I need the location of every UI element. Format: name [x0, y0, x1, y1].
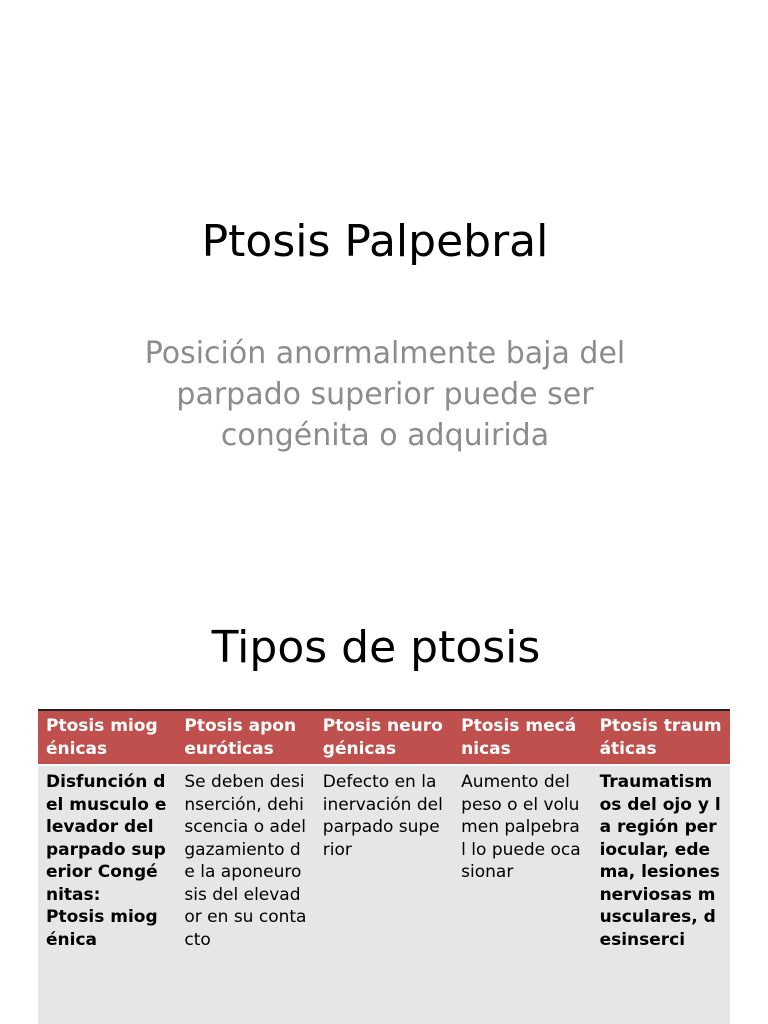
header-mecanicas: Ptosis mecánicas — [453, 710, 591, 765]
table-slide-title: Tipos de ptosis — [211, 622, 541, 673]
slide-subtitle: Posición anormalmente baja del parpado superior puede ser congénita o adquirida — [144, 336, 626, 453]
header-miogenicas: Ptosis miogénicas — [38, 710, 176, 765]
cell-mecanicas: Aumento del peso o el volumen palpebral lo puede ocasionar — [453, 765, 591, 1024]
slide-title: Ptosis Palpebral — [201, 216, 549, 267]
cell-traumaticas: Traumatismos del ojo y la región periocular, edema, lesiones nerviosas musculares, desinserci — [592, 765, 730, 1024]
cell-miogenicas-text: Disfunción del musculo elevador del parpado superior Congénitas: — [46, 772, 167, 905]
cell-aponeuroticas: Se deben desinserción, dehiscencia o adelgazamiento de la aponeurosis del elevador en su contacto — [176, 765, 314, 1024]
header-traumaticas: Ptosis traumáticas — [592, 710, 730, 765]
cell-miogenicas — [38, 765, 176, 1024]
header-neurogenicas: Ptosis neurogénicas — [315, 710, 453, 765]
header-aponeuroticas: Ptosis aponeuróticas — [176, 710, 314, 765]
cell-neurogenicas: Defecto en la inervación del parpado superior — [315, 765, 453, 1024]
cell-miogenicas-subtext: Ptosis miogénica — [46, 907, 158, 950]
table-header-row — [38, 710, 730, 765]
ptosis-types-table — [38, 709, 730, 1024]
table-row — [38, 765, 730, 1024]
